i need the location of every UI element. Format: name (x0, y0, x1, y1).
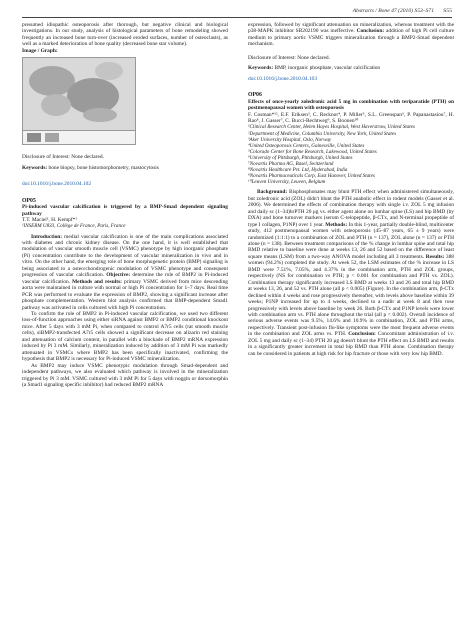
affiliation-line: ¹⁰Leuven University, Leuven, Belgium (248, 179, 326, 186)
conclusion-text: addition of high Pi cell culture medium to primary aortic VSMC triggers mineralization through a BMP2-Smad dependent mechanism. (248, 28, 454, 48)
methods-label: Methods: (325, 221, 348, 228)
conclusion-label: Conclusion: (356, 28, 385, 35)
keywords-label: Keywords: (248, 65, 274, 72)
methods-text: In this 1-year, partially double-blind, multicenter study, 412 postmenopausal women with osteoporosis (45–87 years, 65 ± 9 years) were randomized (1:1:1) to a combination of ZOL and PTH (n = 137), ZOL alone (n = 137) or PTH alone (n = 138). Between treatment comparisons of the % change in lumbar spine and total hip BMD relative to baseline were done at weeks 13, 26 and 52 based on the difference of least square means (LSM) from a two-way ANOVA model including all 3 treatments. (248, 221, 454, 260)
body-paragraph: As BMP2 may induce VSMC phenotypic modulation through Smad-dependent and independent pathways, we also evaluated which pathway is involved in the mineralization triggered by Pi 3 mM. VSMC cultured with 3 mM Pi for 5 days with noggin or dorsomorphin (a Smad1 signaling specific inhibitor) had reduced BMP2 mRNA (22, 362, 228, 388)
abstract-id: OP05 (22, 197, 36, 204)
methods-results-label: Methods and results: (72, 278, 122, 285)
affiliation-line: ¹Clinical Research Center, Helen Hayes Hospital, West Haverstraw, United States (248, 124, 415, 131)
affiliation-line: ⁷Novartis Pharma AG, Basel, Switzerland (248, 161, 334, 167)
tissue-region (83, 108, 117, 122)
histology-figure (22, 57, 136, 145)
affiliation-line: ⁶University of Pittsburgh, Pittsburgh, United States (248, 154, 353, 161)
objective-text: determine the role of BMP2 in Pi-induced vascular calcification. (22, 272, 228, 285)
affiliation-line: ⁴United Osteoporosis Centers, Gainesville, United States (248, 142, 365, 149)
abstract-authors: T.T. Maciel¹, H. Kempf*¹ (22, 216, 77, 223)
abstract-authors: F. Cosman*¹², E.F. Eriksen³, C. Recknor⁴, P. Miller⁵, S.L. Greenspan⁶, P. Papanastasiou⁷, H. Rao⁸, J. Gasser⁷, C. Bucci-Rechtweg⁹, S. Boonen¹⁰ (248, 111, 454, 124)
running-head (22, 8, 452, 18)
conclusion-text: Concomitant administration of i.v. ZOL 5 mg and daily sc (1–34) PTH 20 μg doesn't blunt the PTH effect on LS BMD and results in a significantly greater increment in total hip BMD than PTH alone. Combination therapy can be considered in patients at high risk for hip fracture or those with very low hip BMD. (248, 331, 454, 357)
abstract-affiliation: ¹INSERM U833, Collège de France, Paris, France (22, 223, 126, 230)
results-label: Results: (425, 253, 445, 260)
results-text: 388 women (94.2%) completed the study. At week 52, the LSM estimates of the % increase in LS BMD were 7.51%, 7.05%, and 4.37% in the combination arm, PTH and ZOL groups, respectively (NS for combination vs PTH; p < 0.001 for combination and PTH vs. ZOL). Combination therapy significantly increased LS BMD at weeks 13 and 26 and total hip BMD at weeks 13, 26, and 52 vs. PTH alone (all p < 0.005) (Figure). In the combination arm, β-CTx declined within 4 weeks and rose progressively thereafter, with levels above baseline within 39 weeks; P1NP increased for up to 4 weeks, declined to a nadir at week 8 and then rose progressively with levels above baseline by week 26. Both β-CTx and P1NP levels were lower with combination arm vs. PTH alone throughout the trial (all p < 0.002). Overall incidence of serious adverse events was 9.5%, 14.6% and 10.9% in combination, ZOL and PTH arms, respectively. Transient post-infusion flu-like symptoms were the most frequent adverse events in the combination and ZOL arms vs. PTH. (248, 253, 454, 338)
page-number: S55 (443, 8, 452, 14)
affiliation-line: ⁹Novartis Pharmaceuticals Corp, East Hanover, United States (248, 173, 375, 180)
affiliation-line: ³Aker University Hospital, Oslo, Norway (248, 136, 332, 143)
introduction-paragraph (22, 234, 228, 311)
objective-label: Objective: (106, 272, 131, 279)
background-text: Bisphosphonates may blunt PTH effect when administered simultaneously, but zoledronic acid (ZOL) didn't blunt the PTH anabolic effect in rodent models (Gasser et al. 2006). We determined the effects of combination therapy with single i.v. ZOL 5 mg infusion and daily sc (1–34)hrPTH 20 μg vs. either agent alone on lumbar spine (LS) and hip BMD (by DXA) and bone turnover markers (serum C-telopeptide, β-CTx, and N-terminal propeptide of type I collagen, P1NP) over 1 year. (248, 189, 454, 228)
tissue-region (95, 62, 123, 80)
affiliation-line: ²Department of Medicine, Columbia University, New York, United States (248, 130, 397, 137)
keywords-text: bone biopsy, bone histomorphometry, mastocytosis (47, 164, 159, 171)
doi-link[interactable]: doi:10.1016/j.bone.2010.04.103 (248, 75, 318, 82)
figure-inset-strip (23, 130, 135, 144)
right-column (248, 22, 454, 357)
affiliation-line: ⁵Colorado Center for Bone Research, Lakewood, United States (248, 148, 377, 155)
keywords-label: Keywords: (22, 164, 48, 171)
figure-inset-thumbnail (27, 133, 41, 142)
figure-inset-thumbnail (45, 133, 59, 142)
disclosure: Disclosure of Interest: None declared. (22, 154, 104, 161)
journal-citation: Abstracts / Bone 47 (2010) S53–S71 (352, 8, 434, 14)
background-label: Background: (257, 189, 288, 196)
continued-paragraph (248, 22, 454, 48)
abstract-title: Effects of once-yearly zoledronic acid 5 mg in combination with teriparatide (PTH) on postmenopausal women with osteoporosis (248, 98, 454, 112)
image-graph-label: Image / Graph: (22, 47, 58, 54)
keywords-text: BMP, inorganic phosphate, vascular calcification (273, 65, 381, 72)
methods-results-text: primary VSMC derived from mice descending aorta were maintained in culture with normal or high Pi concentration for 1–7 days. Real time PCR was performed to evaluate the expression of BMP2, showing a significant increase after phosphate complementation. Western blot analysis confirmed that BMP-dependent Smad1 pathway was activated in cells cultured with high Pi concentration. (22, 278, 229, 311)
left-column (22, 22, 228, 388)
affiliation-line: ⁸Novartis Healthcare Pvt. Ltd, Hyderabad, India (248, 167, 348, 174)
continued-paragraph: presumed idiopathic osteoporosis after thorough, but negative clinical and biological investigations. In our study, analysis of histological parameters of bone remodeling showed frequently an increased bone turn-over (increased eroded surfaces, number of osteoclasts), as well as a marked deterioration of bone quality (decreased bone star volume). (22, 22, 228, 48)
tissue-region (41, 94, 71, 116)
abstract-title: Pi-induced vascular calcification is triggered by a BMP-Smad dependent signaling pathway (22, 204, 228, 217)
conclusion-label: Conclusion: (348, 331, 376, 338)
background-paragraph (248, 189, 454, 357)
continued-text: expression, followed by significant attenuation on mineralization, whereas treatment with the p38-MAPK inhibitor SB202190 was ineffective. (248, 22, 454, 35)
introduction-label: Introduction: (31, 233, 63, 240)
introduction-text: medial vascular calcification is one of the main complications associated with diabetes and chronic kidney disease. On the one hand, it is well established that modulation of vascular smooth muscle cell (VSMC) phenotype by high inorganic phosphate (Pi) concentration contribute to the development of vascular mineralization in vivo and in vitro. On the other hand, the emerging role of bone morphogenetic protein (BMP) signaling is being associated to a osteo/chondrogenic modulation of VSMC phenotype and consequent progression of vascular calcification. (22, 233, 228, 279)
abstract-id: OP06 (248, 92, 262, 99)
body-paragraph: To confirm the role of BMP2 in Pi-induced vascular calcification, we used two different loss-of-function approaches using either siRNA against BMP2 or BMP2 conditional knockout mice. After 5 days with 3 mM Pi, when compared to control A7r5 cells (rat smooth muscle cells), siBMP2-transfected A7r5 cells showed a significant decrease on alizarin red staining and attenuation of calcium content, in parallel with a blockade of BMP2 mRNA expression induced by Pi 3 mM. Similarly, mineralization induced by addition of 3 mM Pi was markedly attenuated in VSMCs where BMP2 has been specifically inactivated, confirming the hypothesis that BMP2 is necessary for Pi-induced VSMC mineralization. (22, 310, 228, 363)
disclosure: Disclosure of Interest: None declared. (248, 54, 330, 61)
doi-link[interactable]: doi:10.1016/j.bone.2010.04.102 (22, 181, 92, 188)
